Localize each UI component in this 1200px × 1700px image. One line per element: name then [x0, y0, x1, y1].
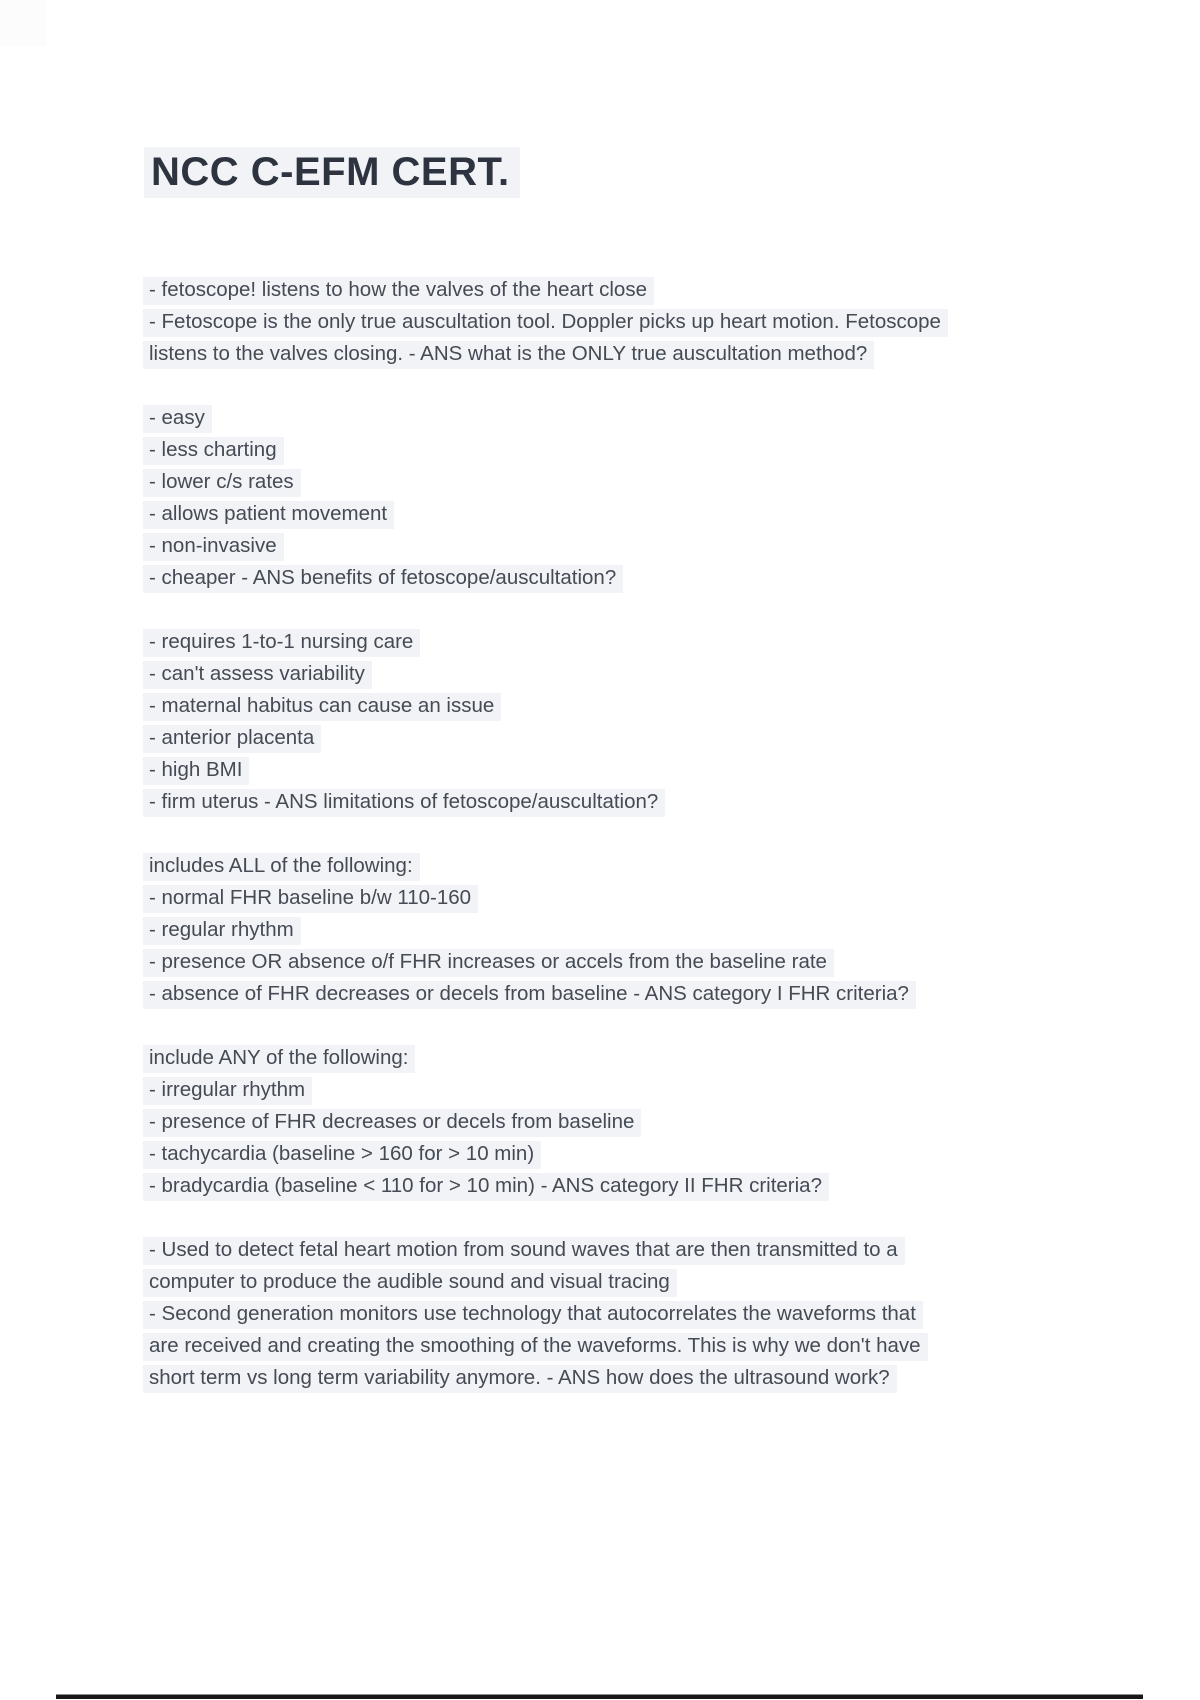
doc-line-text: - less charting: [143, 437, 284, 465]
doc-line: [143, 1045, 1093, 1077]
paragraph: [143, 853, 1093, 1013]
doc-line-text: - Used to detect fetal heart motion from sound waves that are then transmitted to a: [143, 1237, 905, 1265]
doc-line-text: - non-invasive: [143, 533, 284, 561]
doc-line: [143, 437, 1093, 469]
doc-line: [143, 981, 1093, 1013]
doc-line-text: - maternal habitus can cause an issue: [143, 693, 501, 721]
doc-line: [143, 885, 1093, 917]
doc-line: [143, 1365, 1093, 1397]
doc-line: [143, 949, 1093, 981]
doc-line: [143, 725, 1093, 757]
doc-line-text: are received and creating the smoothing of the waveforms. This is why we don't have: [143, 1333, 928, 1361]
doc-line: [143, 917, 1093, 949]
doc-line-text: - cheaper - ANS benefits of fetoscope/auscultation?: [143, 565, 623, 593]
doc-line-text: - requires 1-to-1 nursing care: [143, 629, 420, 657]
doc-line: [143, 789, 1093, 821]
doc-line-text: - easy: [143, 405, 212, 433]
doc-line-text: - regular rhythm: [143, 917, 301, 945]
page-title: [144, 147, 520, 198]
doc-line: [143, 629, 1093, 661]
doc-line: [143, 469, 1093, 501]
doc-line-text: include ANY of the following:: [143, 1045, 415, 1073]
doc-line: [143, 661, 1093, 693]
doc-line: [143, 277, 1093, 309]
corner-artifact: [0, 0, 46, 46]
page-bottom-divider-bar: [56, 1694, 1143, 1699]
doc-line-text: - tachycardia (baseline > 160 for > 10 min): [143, 1141, 541, 1169]
doc-line-text: listens to the valves closing. - ANS what is the ONLY true auscultation method?: [143, 341, 874, 369]
title-block: [144, 147, 520, 198]
doc-line: [143, 1141, 1093, 1173]
doc-line: [143, 533, 1093, 565]
doc-line: [143, 1269, 1093, 1301]
paragraph: [143, 1237, 1093, 1397]
doc-line-text: short term vs long term variability anymore. - ANS how does the ultrasound work?: [143, 1365, 897, 1393]
doc-line: [143, 757, 1093, 789]
doc-line-text: - Fetoscope is the only true auscultation tool. Doppler picks up heart motion. Fetoscope: [143, 309, 948, 337]
doc-line: [143, 1301, 1093, 1333]
doc-line-text: - presence of FHR decreases or decels from baseline: [143, 1109, 641, 1137]
page-title-text: NCC C-EFM CERT.: [144, 147, 520, 198]
doc-line-text: - Second generation monitors use technology that autocorrelates the waveforms that: [143, 1301, 923, 1329]
doc-line: [143, 1333, 1093, 1365]
doc-line-text: - high BMI: [143, 757, 249, 785]
doc-line: [143, 565, 1093, 597]
paragraph: [143, 277, 1093, 373]
doc-line-text: - allows patient movement: [143, 501, 394, 529]
doc-line-text: - normal FHR baseline b/w 110-160: [143, 885, 478, 913]
doc-line: [143, 309, 1093, 341]
doc-line-text: - absence of FHR decreases or decels from baseline - ANS category I FHR criteria?: [143, 981, 916, 1009]
doc-line: [143, 853, 1093, 885]
doc-line: [143, 501, 1093, 533]
doc-line-text: computer to produce the audible sound and visual tracing: [143, 1269, 677, 1297]
doc-line: [143, 693, 1093, 725]
doc-line-text: - anterior placenta: [143, 725, 321, 753]
doc-line: [143, 1077, 1093, 1109]
doc-line: [143, 405, 1093, 437]
doc-line-text: - irregular rhythm: [143, 1077, 312, 1105]
doc-line-text: - lower c/s rates: [143, 469, 301, 497]
doc-line: [143, 1173, 1093, 1205]
doc-line-text: - bradycardia (baseline < 110 for > 10 min) - ANS category II FHR criteria?: [143, 1173, 829, 1201]
document-body: [143, 277, 1093, 1429]
doc-line-text: includes ALL of the following:: [143, 853, 420, 881]
paragraph: [143, 405, 1093, 597]
doc-line-text: - can't assess variability: [143, 661, 372, 689]
doc-line-text: - fetoscope! listens to how the valves of the heart close: [143, 277, 654, 305]
doc-line: [143, 1109, 1093, 1141]
doc-line: [143, 341, 1093, 373]
doc-line-text: - presence OR absence o/f FHR increases or accels from the baseline rate: [143, 949, 834, 977]
doc-line-text: - firm uterus - ANS limitations of fetoscope/auscultation?: [143, 789, 665, 817]
paragraph: [143, 629, 1093, 821]
doc-line: [143, 1237, 1093, 1269]
paragraph: [143, 1045, 1093, 1205]
